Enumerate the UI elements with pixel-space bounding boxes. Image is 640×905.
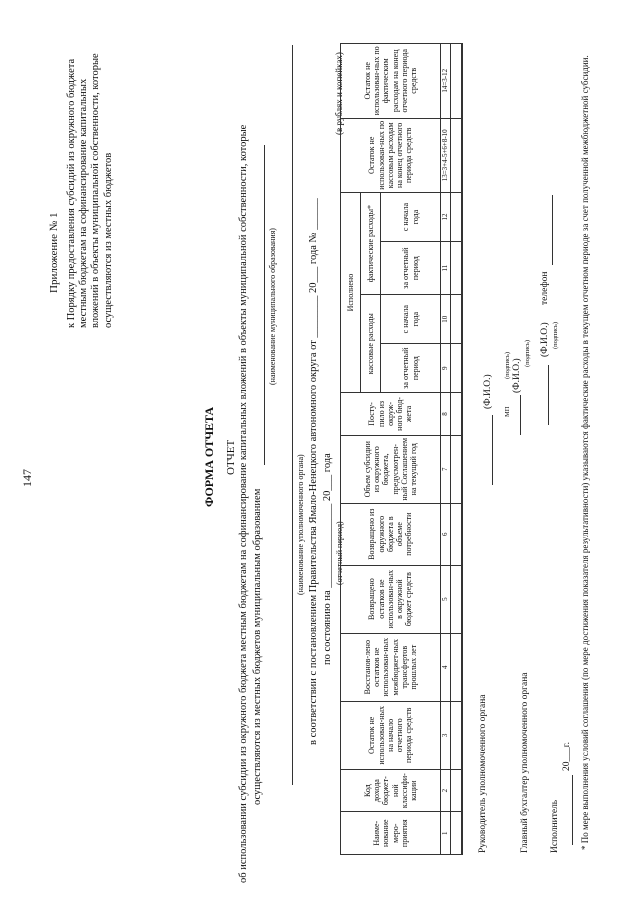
- col-num: 10: [441, 295, 451, 344]
- head-fio: (Ф.И.О.): [483, 374, 493, 409]
- date-day-line: [572, 775, 573, 845]
- phone-label: телефон: [540, 271, 550, 305]
- executor-sign-line: [548, 365, 549, 425]
- col-header-6: Возвращено из окружного бюджета в объеме потребности: [341, 503, 441, 565]
- date-line: по состоянию на ________________ 20___ года: [322, 453, 333, 665]
- signature-caption: (подпись): [504, 352, 511, 379]
- municipality-line: [264, 145, 265, 465]
- resolution-line: в соответствии с постановлением Правительства Ямало-Ненецкого автономного округа от ________ 20___ года № ______: [308, 198, 319, 745]
- col-num: 7: [441, 435, 451, 503]
- accountant-signature-caption: (подпись): [524, 340, 531, 367]
- executor-fio: (Ф.И.О.): [540, 322, 550, 357]
- col-num: 6: [441, 503, 451, 565]
- col-header-14: Остаток не использован-ных по фактическим расходам на конец отчетного периода средств: [341, 44, 441, 119]
- accountant-label: Главный бухгалтер уполномоченного органа: [520, 672, 530, 853]
- col-header-1: Наиме-нование меро-приятия: [341, 812, 441, 855]
- authority-caption: (наименование уполномоченного органа): [296, 454, 305, 595]
- authority-line: [292, 45, 293, 785]
- form-heading: ФОРМА ОТЧЕТА: [202, 406, 216, 507]
- appendix-text: к Порядку предоставления субсидий из окружного бюджета местным бюджетам на софинансирование капитальных вложений в объекты муниципальной собственности, которые осуществляются из местных бюджетов: [66, 53, 114, 328]
- signature-date: 20___г.: [562, 742, 572, 771]
- col-header-3: Остаток не использован-ных на начало отчетного периода средств: [341, 701, 441, 769]
- col-header-10: с начала года: [381, 295, 441, 344]
- col-header-2: Код дохода бюджет-ной классифи-кации: [341, 769, 441, 812]
- executed-header: Исполнено: [341, 193, 361, 393]
- footnote: * По мере выполнения условий соглашения (по мере достижения показателя результативности) указываются фактические расходы в текущем отчетном периоде за счет полученной межбюджетной субсидии.: [580, 55, 590, 850]
- blank-data-row: [451, 44, 463, 855]
- col-num: 4: [441, 633, 451, 701]
- head-sign-line: [492, 415, 493, 485]
- col-header-12: с начала года: [381, 193, 441, 242]
- col-num: 3: [441, 701, 451, 769]
- col-num: 1: [441, 812, 451, 855]
- mp-label: МП: [504, 406, 511, 417]
- units-caption: (в рублях и копейках): [334, 52, 344, 135]
- accountant-fio: (Ф.И.О.): [512, 358, 522, 393]
- report-line-1: об использовании субсидии из окружного бюджета местным бюджетам на софинансирование капитальных вложений в объекты муниципальной собственности, которые: [238, 124, 249, 883]
- report-table: [340, 43, 463, 855]
- col-header-4: Восстанов-лено остатков не использован-ных межбюджет-ных трансфертов прошлых лет: [341, 633, 441, 701]
- period-caption: (отчетный период): [335, 521, 344, 585]
- col-header-8: Посту-пило из окруж-ного бюд-жета: [341, 393, 441, 436]
- municipality-caption: (наименование муниципального образования): [268, 228, 277, 385]
- col-header-7: Объем субсидии из окружного бюджета, предусмотрен-ный Соглашением на текущий год: [341, 435, 441, 503]
- page-number: 147: [20, 469, 34, 487]
- col-num: 14=3-12: [441, 44, 451, 119]
- col-num: 8: [441, 393, 451, 436]
- column-numbers-row: [441, 44, 451, 855]
- col-num: 13=3+4-5+6+8-10: [441, 118, 451, 192]
- col-header-11: за отчетный период: [381, 242, 441, 295]
- appendix-title: Приложение № 1: [48, 212, 60, 293]
- cash-header: кассовые расходы: [361, 295, 381, 393]
- executor-signature-caption: (подпись): [552, 322, 559, 349]
- phone-line: [552, 195, 553, 265]
- report-line-2: осуществляются из местных бюджетов муниципальным образованием: [252, 488, 263, 805]
- col-header-5: Возвращено остатков не использован-ных в окружной бюджет средств: [341, 565, 441, 633]
- executor-label: Исполнитель: [550, 799, 560, 853]
- col-num: 12: [441, 193, 451, 242]
- col-num: 9: [441, 344, 451, 393]
- accountant-sign-line: [520, 395, 521, 435]
- report-heading: ОТЧЕТ: [225, 439, 237, 475]
- col-num: 5: [441, 565, 451, 633]
- col-header-9: за отчетный период: [381, 344, 441, 393]
- col-header-13: Остаток не использован-ных по кассовым расходам на конец отчетного периода средств: [341, 118, 441, 192]
- col-num: 2: [441, 769, 451, 812]
- head-label: Руководитель уполномоченного органа: [478, 694, 488, 853]
- col-num: 11: [441, 242, 451, 295]
- actual-header: фактические расходы*: [361, 193, 381, 295]
